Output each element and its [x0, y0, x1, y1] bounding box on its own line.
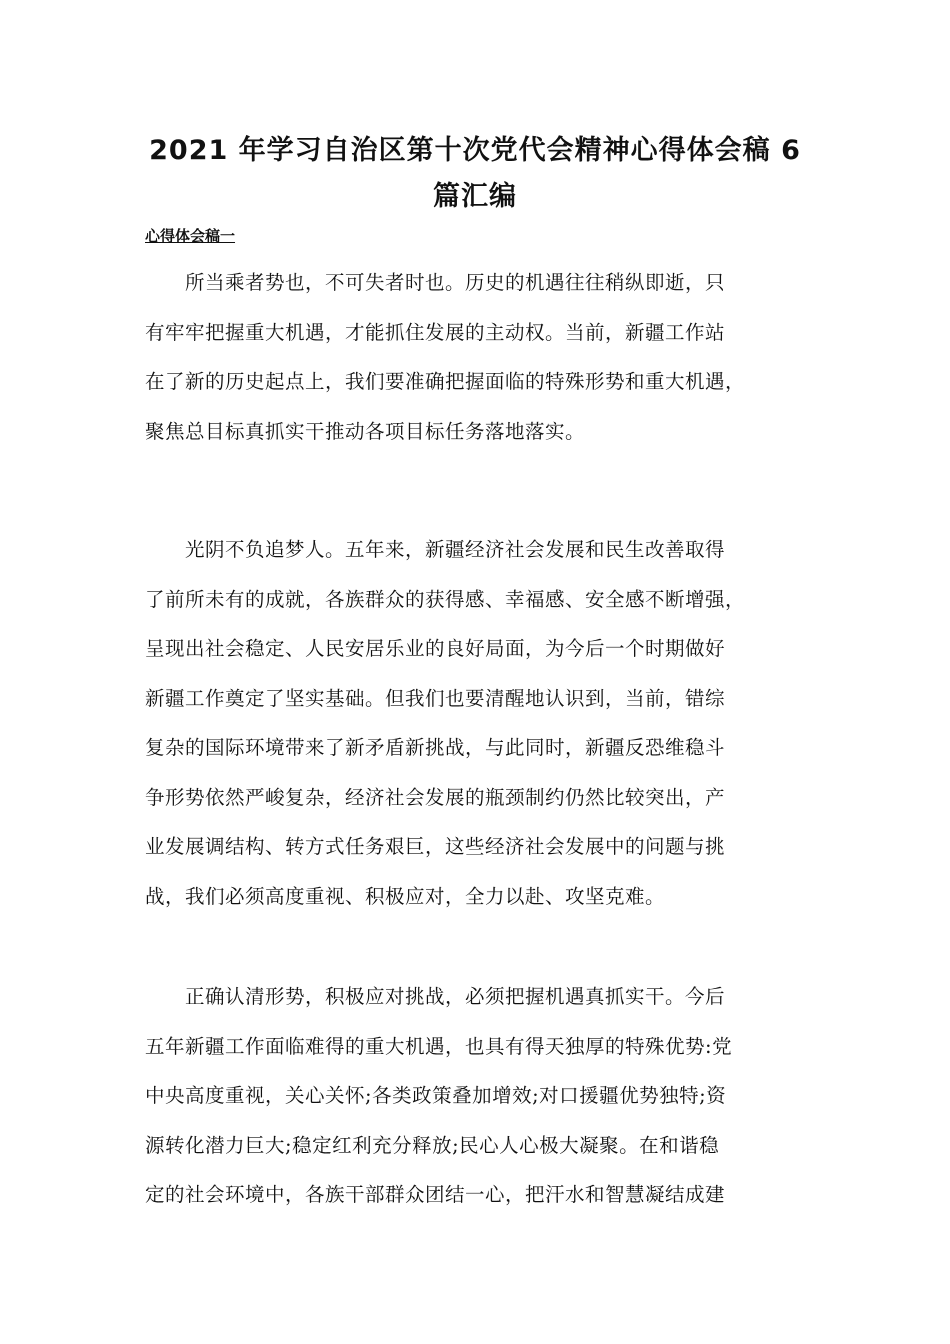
paragraph-line: 战，我们必须高度重视、积极应对，全力以赴、攻坚克难。	[145, 884, 666, 908]
paragraph-line: 业发展调结构、转方式任务艰巨，这些经济社会发展中的问题与挑	[145, 835, 726, 858]
paragraph-line: 聚焦总目标真抓实干推动各项目标任务落地落实。	[145, 419, 586, 443]
title-line: 2021 年学习自治区第十次党代会精神心得体会稿 6	[149, 135, 801, 166]
paragraph-line: 中央高度重视，关心关怀;各类政策叠加增效;对口援疆优势独特;资	[145, 1084, 727, 1107]
paragraph-line: 所当乘者势也，不可失者时也。历史的机遇往往稍纵即逝，只	[185, 271, 726, 294]
paragraph	[145, 525, 815, 921]
paragraph-line: 复杂的国际环境带来了新矛盾新挑战，与此同时，新疆反恐维稳斗	[145, 736, 726, 759]
paragraph-line: 正确认清形势，积极应对挑战，必须把握机遇真抓实干。今后	[185, 985, 726, 1008]
paragraph-line: 争形势依然严峻复杂，经济社会发展的瓶颈制约仍然比较突出，产	[145, 785, 726, 809]
paragraph-line: 在了新的历史起点上，我们要准确把握面临的特殊形势和重大机遇，	[145, 370, 746, 393]
paragraph-line: 了前所未有的成就，各族群众的获得感、幸福感、安全感不断增强，	[145, 587, 746, 611]
paragraph-line: 有牢牢把握重大机遇，才能抓住发展的主动权。当前，新疆工作站	[145, 320, 726, 344]
paragraph-line: 新疆工作奠定了坚实基础。但我们也要清醒地认识到，当前，错综	[145, 686, 726, 710]
paragraph-line: 源转化潜力巨大;稳定红利充分释放;民心人心极大凝聚。在和谐稳	[145, 1133, 720, 1157]
title-line: 篇汇编	[433, 181, 517, 212]
paragraph	[145, 258, 815, 456]
paragraph	[145, 972, 815, 1220]
document-title	[140, 128, 810, 220]
paragraph-line: 定的社会环境中，各族干部群众团结一心，把汗水和智慧凝结成建	[145, 1183, 726, 1206]
paragraph-line: 呈现出社会稳定、人民安居乐业的良好局面，为今后一个时期做好	[145, 637, 726, 660]
section-heading: 心得体会稿一	[145, 227, 236, 245]
paragraph-line: 光阴不负追梦人。五年来，新疆经济社会发展和民生改善取得	[185, 538, 726, 561]
paragraph-line: 五年新疆工作面临难得的重大机遇，也具有得天独厚的特殊优势:党	[145, 1034, 733, 1058]
